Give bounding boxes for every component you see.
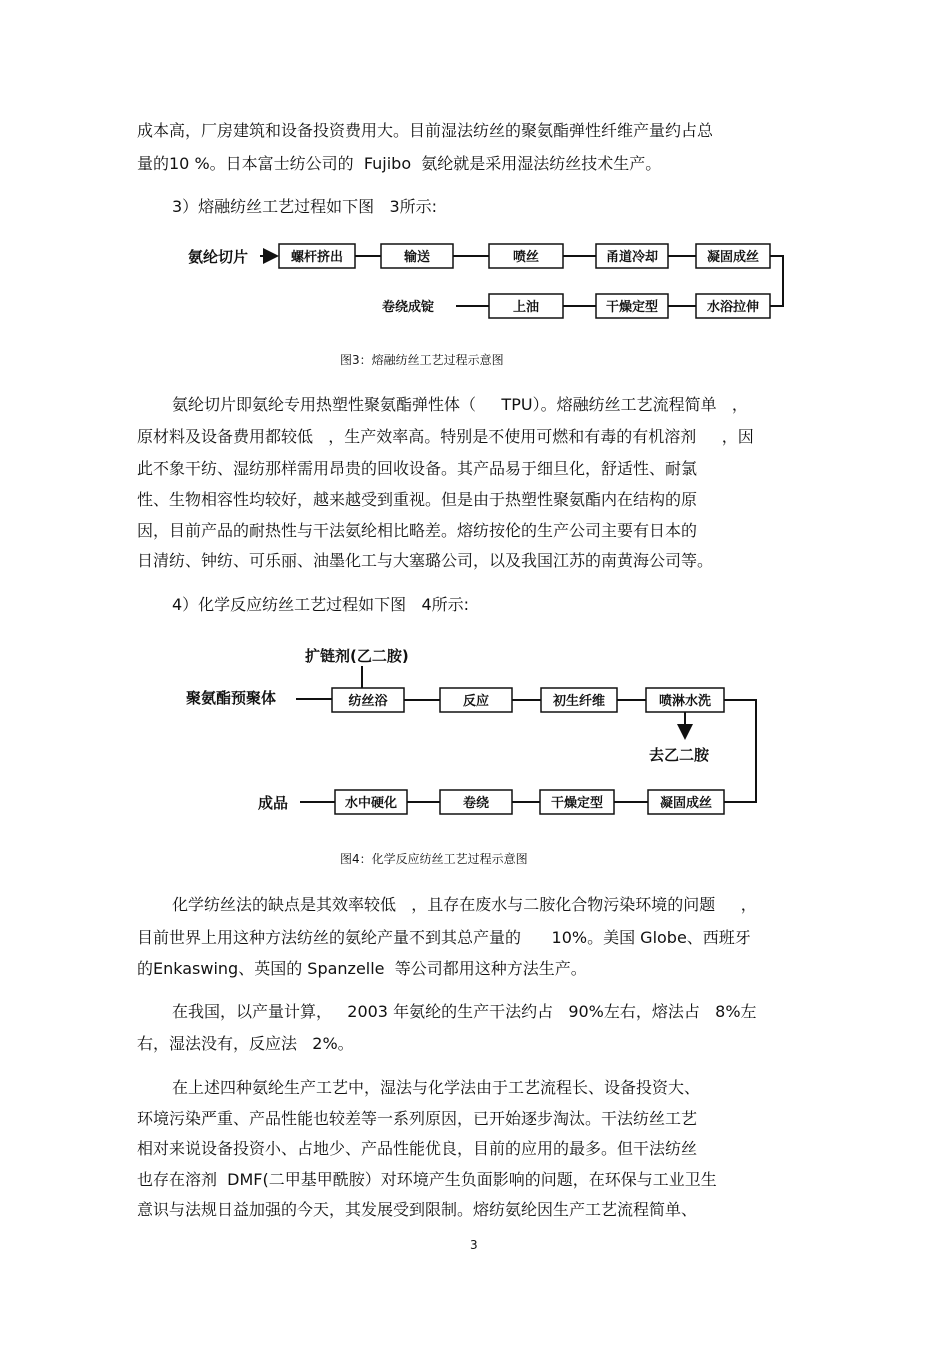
figure-4-caption: 图4：化学反应纺丝工艺过程示意图 — [340, 852, 528, 866]
fig4-step-label: 水中硬化 — [344, 796, 398, 811]
paragraph-line: 也存在溶剂 DMF(二甲基甲酰胺）对环境产生负面影响的问题，在环保与工业卫生 — [137, 1170, 717, 1189]
figure-4-flowchart — [0, 635, 950, 835]
fig3-step-label: 甬道冷却 — [605, 250, 659, 265]
section-heading-3: 3）熔融纺丝工艺过程如下图 3所示: — [172, 197, 438, 216]
fig4-step-label: 喷淋水洗 — [658, 694, 712, 709]
paragraph-line: 氨纶切片即氨纶专用热塑性聚氨酯弹性体（ TPU）。熔融纺丝工艺流程简单 ， — [172, 395, 748, 414]
paragraph-line: 的Enkaswing、英国的 Spanzelle 等公司都用这种方法生产。 — [137, 959, 587, 978]
fig3-step-label: 凝固成丝 — [706, 250, 760, 265]
fig3-step-label: 喷丝 — [512, 250, 540, 265]
fig3-step-label: 干燥定型 — [605, 300, 659, 315]
paragraph-line: 原材料及设备费用都较低 ，生产效率高。特别是不使用可燃和有毒的有机溶剂 ，因 — [137, 427, 754, 446]
fig3-output-label: 卷绕成锭 — [382, 300, 435, 315]
page-number: 3 — [470, 1238, 478, 1252]
figure-3-caption: 图3：熔融纺丝工艺过程示意图 — [340, 353, 504, 367]
section-heading-4: 4）化学反应纺丝工艺过程如下图 4所示: — [172, 595, 470, 614]
fig4-removed-label: 去乙二胺 — [649, 746, 710, 764]
paragraph-line: 成本高，厂房建筑和设备投资费用大。目前湿法纺丝的聚氨酯弹性纤维产量约占总 — [137, 121, 714, 140]
paragraph-line: 此不象干纺、湿纺那样需用昂贵的回收设备。其产品易于细旦化，舒适性、耐氯 — [137, 459, 698, 478]
paragraph-line: 相对来说设备投资小、占地少、产品性能优良，目前的应用的最多。但干法纺丝 — [137, 1139, 698, 1158]
paragraph-line: 在我国，以产量计算， 2003 年氨纶的生产干法约占 90%左右，熔法占 8%左 — [172, 1002, 757, 1021]
paragraph-line: 右，湿法没有，反应法 2%。 — [137, 1034, 354, 1053]
fig4-step-label: 反应 — [462, 694, 490, 709]
paragraph-line: 化学纺丝法的缺点是其效率较低 ，且存在废水与二胺化合物污染环境的问题 ， — [172, 895, 757, 914]
fig3-step-label: 上油 — [512, 300, 540, 315]
paragraph-line: 在上述四种氨纶生产工艺中，湿法与化学法由于工艺流程长、设备投资大、 — [172, 1078, 701, 1097]
paragraph-line: 目前世界上用这种方法纺丝的氨纶产量不到其总产量的 10%。美国 Globe、西班牙 — [137, 928, 751, 947]
fig4-step-label: 干燥定型 — [550, 796, 604, 811]
fig3-step-label: 螺杆挤出 — [290, 250, 344, 265]
paragraph-line: 因，目前产品的耐热性与干法氨纶相比略差。熔纺按伦的生产公司主要有日本的 — [137, 521, 698, 540]
paragraph-line: 日清纺、钟纺、可乐丽、油墨化工与大塞璐公司，以及我国江苏的南黄海公司等。 — [137, 551, 714, 570]
fig4-additive-label: 扩链剂(乙二胺) — [305, 647, 409, 665]
fig4-step-label: 初生纤维 — [552, 694, 606, 709]
fig4-step-label: 凝固成丝 — [659, 796, 713, 811]
fig4-step-label: 卷绕 — [462, 796, 490, 811]
fig3-step-label: 水浴拉伸 — [706, 300, 760, 315]
fig4-input-label: 聚氨酯预聚体 — [186, 689, 277, 707]
paragraph-line: 环境污染严重、产品性能也较差等一系列原因，已开始逐步淘汰。干法纺丝工艺 — [137, 1109, 698, 1128]
fig3-step-label: 输送 — [403, 250, 431, 265]
paragraph-line: 意识与法规日益加强的今天，其发展受到限制。熔纺氨纶因生产工艺流程简单、 — [137, 1200, 698, 1219]
paragraph-line: 性、生物相容性均较好，越来越受到重视。但是由于热塑性聚氨酯内在结构的原 — [137, 490, 698, 509]
fig4-step-label: 纺丝浴 — [348, 694, 388, 709]
figure-3-flowchart — [0, 230, 950, 330]
paragraph-line: 量的10 %。日本富士纺公司的 Fujibo 氨纶就是采用湿法纺丝技术生产。 — [137, 154, 662, 173]
fig3-input-label: 氨纶切片 — [188, 248, 249, 266]
fig4-output-label: 成品 — [258, 794, 289, 812]
